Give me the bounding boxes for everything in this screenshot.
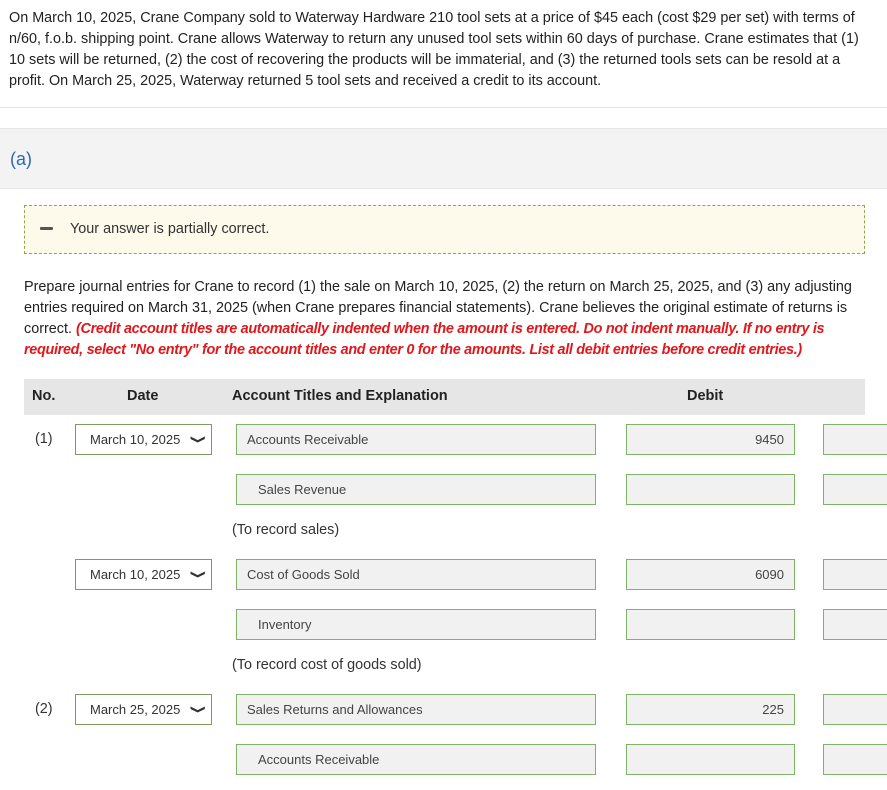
credit-input[interactable] [823, 559, 887, 590]
chevron-down-icon: ❯ [189, 704, 206, 715]
debit-input[interactable]: 225 [626, 694, 795, 725]
feedback-message: Your answer is partially correct. [70, 221, 270, 237]
debit-input[interactable]: 6090 [626, 559, 795, 590]
credit-input[interactable] [823, 424, 887, 455]
date-value: March 10, 2025 [90, 567, 181, 582]
header-no: No. [32, 388, 56, 404]
date-select[interactable] [75, 424, 212, 455]
instructions [24, 277, 869, 361]
entry-number: (2) [35, 701, 53, 717]
chevron-down-icon: ❯ [189, 569, 206, 580]
problem-statement: On March 10, 2025, Crane Company sold to Waterway Hardware 210 tool sets at a price of $45 each (cost $29 per set) with terms of n/60, f.o.b. shipping point. Crane allows Waterway to return any unused tool sets within 60 days of purchase. Crane estimates that (1) 10 sets will be returned, (2) the cost of recovering the products will be immaterial, and (3) the returned tools sets can be resold at a profit. On March 25, 2025, Waterway returned 5 tool sets and received a credit to its account. [9, 10, 859, 89]
credit-input[interactable] [823, 609, 887, 640]
instructions-note: (Credit account titles are automatically indented when the amount is entered. Do not indent manually. If no entry is required, select "No entry" for the account titles and enter 0 for the amounts. List all debit entries before credit entries.) [24, 321, 825, 358]
credit-input[interactable] [823, 744, 887, 775]
debit-input[interactable]: 9450 [626, 424, 795, 455]
table-header [24, 379, 865, 415]
debit-input[interactable] [626, 744, 795, 775]
date-select[interactable] [75, 559, 212, 590]
feedback-banner [24, 205, 865, 254]
account-title-input[interactable]: Accounts Receivable [236, 424, 596, 455]
debit-input[interactable] [626, 609, 795, 640]
entry-explanation: (To record sales) [232, 522, 340, 538]
account-title-input[interactable]: Sales Returns and Allowances [236, 694, 596, 725]
part-header [0, 128, 887, 189]
entry-number: (1) [35, 431, 53, 447]
account-title-input[interactable]: Cost of Goods Sold [236, 559, 596, 590]
instructions-text: Prepare journal entries for Crane to record (1) the sale on March 10, 2025, (2) the return on March 25, 2025, and (3) any adjusting entries required on March 31, 2025 (when Crane prepares financial statements). Crane believes the original estimate of returns is correct. [24, 279, 852, 337]
date-select[interactable] [75, 694, 212, 725]
partial-correct-icon [40, 227, 53, 230]
header-date: Date [127, 388, 159, 404]
account-title-input[interactable]: Sales Revenue [236, 474, 596, 505]
credit-input[interactable] [823, 474, 887, 505]
date-value: March 25, 2025 [90, 702, 181, 717]
header-account: Account Titles and Explanation [232, 388, 448, 404]
entry-explanation: (To record cost of goods sold) [232, 657, 422, 673]
part-label: (a) [10, 149, 32, 169]
divider [0, 107, 887, 108]
account-title-input[interactable]: Inventory [236, 609, 596, 640]
debit-input[interactable] [626, 474, 795, 505]
header-debit: Debit [687, 388, 724, 404]
credit-input[interactable] [823, 694, 887, 725]
account-title-input[interactable]: Accounts Receivable [236, 744, 596, 775]
chevron-down-icon: ❯ [189, 434, 206, 445]
date-value: March 10, 2025 [90, 432, 181, 447]
